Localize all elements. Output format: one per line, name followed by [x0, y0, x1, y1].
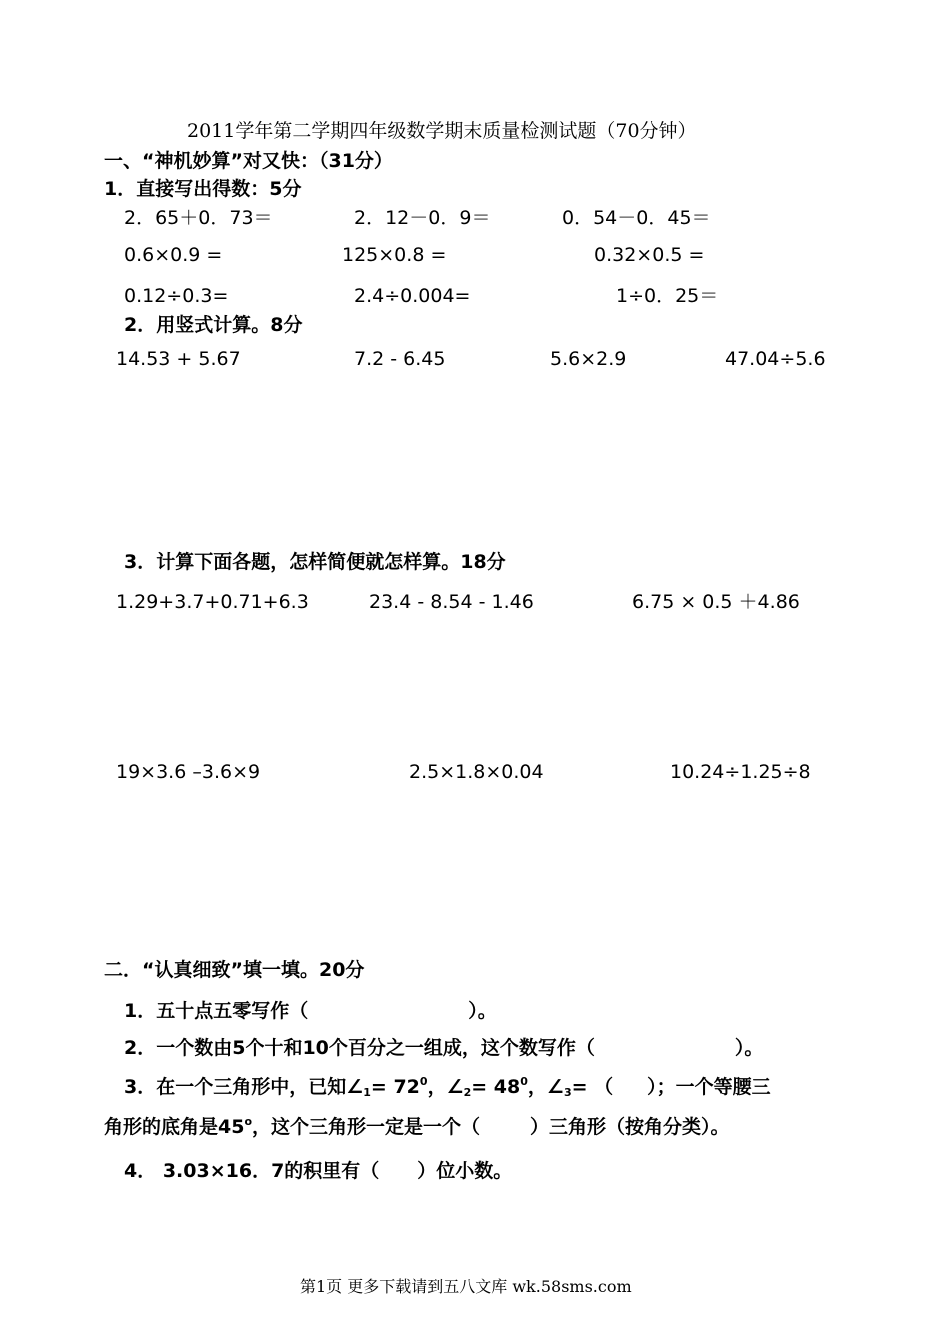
- fill-q3-line2: [104, 1116, 730, 1137]
- fill-q3-text: = （: [571, 1076, 614, 1098]
- fill-q1: [124, 1002, 497, 1021]
- q2-item: 14.53 + 5.67: [116, 348, 241, 370]
- page-footer: 第1页 更多下载请到五八文库 wk.58sms.com: [300, 1277, 632, 1296]
- q1-item: 2．65＋0．73＝: [124, 207, 273, 229]
- q1-item: 2.4÷0.004=: [354, 285, 471, 307]
- fill-q3-text: = 72: [370, 1076, 420, 1098]
- fill-q3-text: ）三角形（按角分类）。: [530, 1116, 730, 1138]
- fill-q3-text: ，∠: [527, 1076, 564, 1098]
- q3-item: 2.5×1.8×0.04: [409, 761, 544, 783]
- fill-q3-text: 3．在一个三角形中，已知∠: [124, 1076, 364, 1098]
- q3-item: 6.75 × 0.5 ＋4.86: [632, 591, 800, 613]
- q3-item: 23.4 - 8.54 - 1.46: [369, 591, 534, 613]
- q1-item: 0.12÷0.3=: [124, 285, 229, 307]
- q1-item: 0.6×0.9 =: [124, 244, 223, 266]
- fill-q2: [124, 1039, 763, 1058]
- fill-q3-line1: [124, 1076, 771, 1098]
- degree-superscript: 0: [419, 1075, 428, 1088]
- fill-q4-text: 4． 3.03×16．7的积里有（: [124, 1160, 380, 1182]
- fill-q3-text: = 48: [471, 1076, 521, 1098]
- fill-q3-text: 角形的底角是45: [104, 1116, 245, 1138]
- fill-q3-text: ，这个三角形一定是一个（: [252, 1116, 481, 1138]
- fill-q3-text: ）；一个等腰三: [647, 1076, 771, 1098]
- fill-q1-text: 1．五十点五零写作（: [124, 1000, 309, 1022]
- section2-heading: 二．“认真细致”填一填。20分: [104, 959, 365, 981]
- q2-heading: 2．用竖式计算。8分: [124, 314, 303, 336]
- q2-item: 7.2 - 6.45: [354, 348, 446, 370]
- q1-heading: 1．直接写出得数：5分: [104, 178, 302, 200]
- q1-item: 0.32×0.5 =: [594, 244, 705, 266]
- q1-item: 2．12－0．9＝: [354, 207, 491, 229]
- angle-subscript: 3: [563, 1086, 572, 1099]
- q3-item: 10.24÷1.25÷8: [670, 761, 811, 783]
- degree-superscript: o: [244, 1115, 253, 1128]
- q1-item: 125×0.8 =: [342, 244, 447, 266]
- q3-heading: 3．计算下面各题，怎样简便就怎样算。18分: [124, 551, 506, 573]
- q2-item: 5.6×2.9: [550, 348, 627, 370]
- fill-q3-text: ，∠: [427, 1076, 464, 1098]
- fill-q2-close: ）。: [734, 1037, 764, 1059]
- fill-q2-text: 2．一个数由5个十和10个百分之一组成，这个数写作（: [124, 1037, 595, 1059]
- angle-subscript: 1: [363, 1086, 371, 1099]
- q2-item: 47.04÷5.6: [725, 348, 826, 370]
- degree-superscript: 0: [520, 1075, 528, 1088]
- exam-title: 2011学年第二学期四年级数学期末质量检测试题（70分钟）: [187, 120, 697, 142]
- q3-item: 1.29+3.7+0.71+6.3: [116, 591, 309, 613]
- fill-q4: [124, 1162, 512, 1181]
- q1-item: 0．54－0．45＝: [562, 207, 711, 229]
- q1-item: 1÷0．25＝: [616, 285, 719, 307]
- q3-item: 19×3.6 –3.6×9: [116, 761, 261, 783]
- fill-q4-close: ）位小数。: [417, 1160, 513, 1182]
- fill-q1-close: ）。: [468, 1000, 497, 1022]
- section1-heading: 一、“神机妙算”对又快：（31分）: [104, 150, 393, 172]
- angle-subscript: 2: [463, 1086, 472, 1099]
